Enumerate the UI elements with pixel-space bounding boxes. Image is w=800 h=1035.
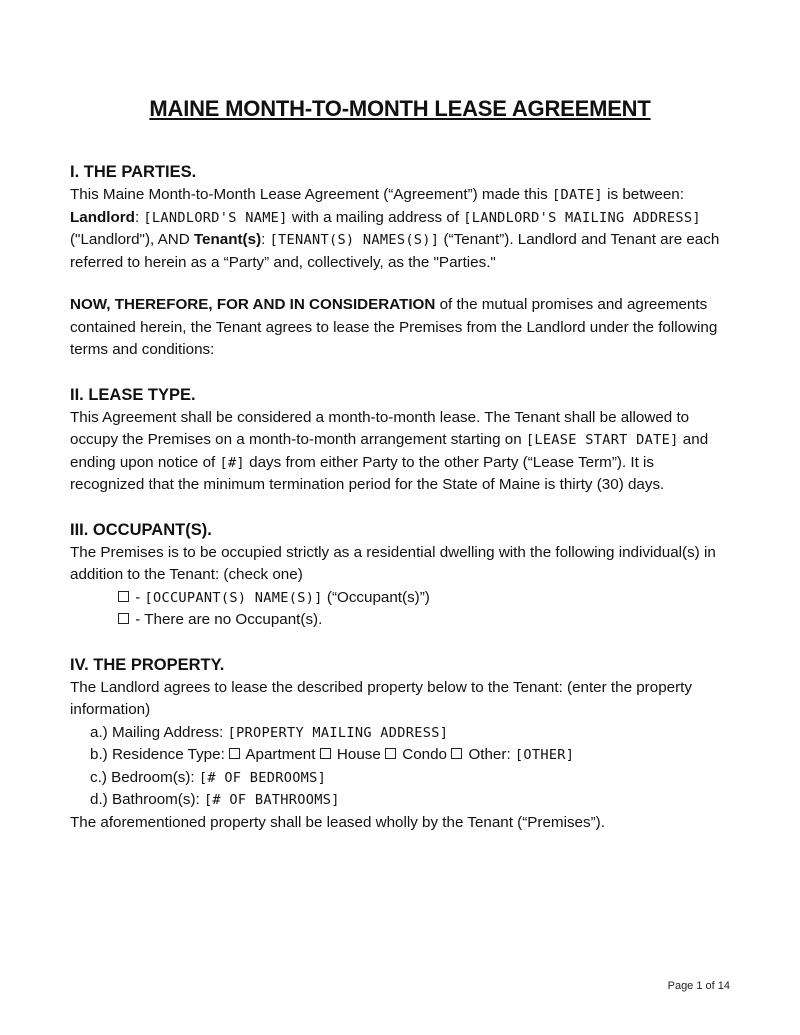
apartment-label: Apartment (242, 746, 320, 763)
section-heading-lease-type: II. LEASE TYPE. (70, 385, 196, 404)
tenant-names-field: [TENANT(S) NAMES(S)] (269, 232, 440, 248)
lease-start-date-field: [LEASE START DATE] (525, 432, 679, 448)
bathrooms-label: d.) Bathroom(s): (90, 791, 204, 808)
lease-type-text-a: This Agreement shall be considered a month-to-month lease. The Tenant shall be allowed to occupy the Premises on a month-to-month arrangement starting on (70, 408, 690, 448)
premises-closing: The aforementioned property shall be leased wholly by the Tenant (“Premises”). (70, 813, 605, 831)
parties-intro-tail: is between: (602, 186, 684, 203)
occupant-option-none (70, 609, 730, 632)
parties-intro (70, 184, 730, 207)
document-body (70, 160, 730, 834)
landlord-name-field: [LANDLORD'S NAME] (143, 209, 288, 226)
property-residence-type (70, 744, 730, 767)
landlord-address-field: [LANDLORD'S MAILING ADDRESS] (463, 209, 701, 226)
bathrooms-field: [# OF BATHROOMS] (203, 792, 340, 808)
landlord-tail: ("Landlord"), AND (70, 231, 194, 248)
bedrooms-label: c.) Bedroom(s): (90, 768, 199, 786)
checkbox-apartment[interactable] (229, 748, 240, 759)
other-label: Other: (464, 746, 515, 763)
property-bathrooms (70, 789, 730, 812)
house-label: House (332, 746, 386, 763)
notice-days-field: [#] (219, 454, 245, 471)
property-mailing-address (70, 722, 730, 745)
section-heading-occupants: III. OCCUPANT(S). (70, 520, 212, 539)
lease-type-text-b: and ending upon notice of (70, 431, 709, 471)
consideration-bold: NOW, THEREFORE, FOR AND IN CONSIDERATION (70, 296, 436, 313)
parties-intro-text: This Maine Month-to-Month Lease Agreement (“Agreement”) made this (70, 186, 552, 203)
no-occupants-text: - There are no Occupant(s). (131, 611, 323, 628)
section-heading-parties: I. THE PARTIES. (70, 163, 197, 181)
consideration-text: of the mutual promises and agreements contained herein, the Tenant agrees to lease the Premises from the Landlord under the following terms and conditions: (70, 296, 718, 358)
property-bedrooms (70, 767, 730, 790)
occupant-option-tail: (“Occupant(s)”) (322, 588, 430, 606)
residence-type-label: b.) Residence Type: (90, 746, 230, 763)
bedrooms-field: [# OF BEDROOMS] (198, 769, 327, 786)
occupant-names-field: [OCCUPANT(S) NAME(S)] (144, 589, 323, 606)
tenant-colon: : (261, 231, 270, 248)
landlord-colon: : (134, 208, 144, 226)
lease-type-paragraph (70, 407, 730, 497)
mailing-address-label: a.) Mailing Address: (90, 723, 228, 741)
lease-type-text-c: days from either Party to the other Party (“Lease Term”). It is recognized that the minimum termination period for the State of Maine is thirty (30) days. (70, 453, 665, 493)
property-address-field: [PROPERTY MAILING ADDRESS] (227, 724, 449, 741)
landlord-text: with a mailing address of (287, 208, 464, 226)
tenant-tail: (“Tenant”). Landlord and Tenant are each referred to herein as a “Party” and, collectively, as the "Parties." (70, 231, 720, 271)
consideration-paragraph (70, 294, 730, 362)
condo-label: Condo (398, 746, 452, 763)
landlord-label: Landlord (70, 208, 135, 226)
checkbox-house[interactable] (320, 748, 331, 759)
parties-detail (70, 207, 730, 275)
occupant-option-prefix: - (131, 588, 145, 606)
document-title: MAINE MONTH-TO-MONTH LEASE AGREEMENT (149, 96, 651, 121)
other-field: [OTHER] (514, 747, 575, 763)
occupant-option-names (70, 587, 730, 610)
date-field: [DATE] (552, 187, 603, 203)
tenant-label: Tenant(s) (193, 231, 262, 248)
checkbox-no-occupants[interactable] (118, 613, 129, 624)
occupants-paragraph: The Premises is to be occupied strictly as a residential dwelling with the following individual(s) in addition to the Tenant: (check one) (70, 543, 716, 583)
page-number: Page 1 of 14 (667, 980, 730, 992)
checkbox-other[interactable] (451, 748, 462, 759)
property-paragraph: The Landlord agrees to lease the described property below to the Tenant: (enter the property information) (70, 678, 692, 718)
checkbox-occupant-names[interactable] (118, 591, 129, 602)
checkbox-condo[interactable] (385, 748, 396, 759)
section-heading-property: IV. THE PROPERTY. (70, 655, 225, 674)
